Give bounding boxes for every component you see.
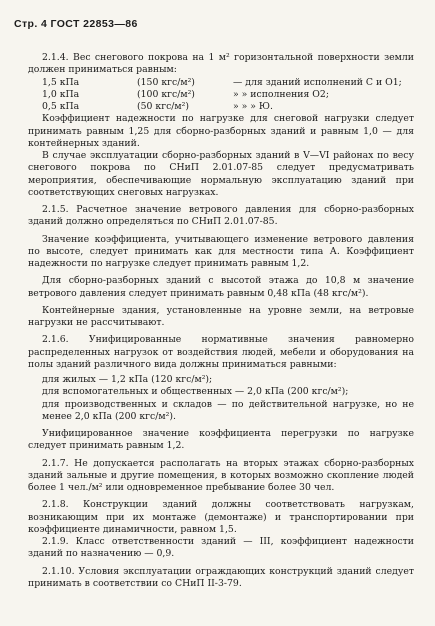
paragraph-2-1-10: 2.1.10. Условия эксплуатации ограждающих конструкций зданий следует принимать в соответствии со СНиП II-3-79. (28, 565, 414, 589)
list-item: для производственных и складов — по действительной нагрузке, но не менее 2,0 кПа (200 кгс/м²). (42, 398, 414, 422)
document-body (28, 52, 414, 590)
paragraph-2-1-8: 2.1.8. Конструкции зданий должны соответствовать нагрузкам, возникающим при их монтаже (демонтаже) и транспортировании при коэффициенте динамичности, равном 1,5. (28, 499, 414, 535)
paragraph-2-1-5: 2.1.5. Расчетное значение ветрового давления для сборно-разборных зданий должно определяться по СНиП 2.01.07-85. (28, 204, 414, 228)
snow-load-row: 1,0 кПа (100 кгс/м²) » » исполнения О2; (42, 88, 329, 100)
paragraph-2-1-4-b: Коэффициент надежности по нагрузке для снеговой нагрузки следует принимать равным 1,25 для сборно-разборных зданий и равным 1,0 — для контейнерных зданий. (28, 113, 414, 149)
list-item: для жилых — 1,2 кПа (120 кгс/м²); (42, 374, 213, 385)
paragraph-2-1-5-c: Для сборно-разборных зданий с высотой этажа до 10,8 м значение ветрового давления следует принимать равным 0,48 кПа (48 кгс/м²). (28, 275, 414, 299)
paragraph-2-1-4: 2.1.4. Вес снегового покрова на 1 м² горизонтальной поверхности земли должен приниматься равным: (28, 52, 414, 76)
paragraph-2-1-6-b: Унифицированное значение коэффициента перегрузки по нагрузке следует принимать равным 1,2. (28, 428, 414, 452)
paragraph-2-1-5-d: Контейнерные здания, установленные на уровне земли, на ветровые нагрузки не рассчитывают. (28, 304, 414, 328)
floor-load-list (28, 374, 414, 423)
list-item: для вспомогательных и общественных — 2,0 кПа (200 кгс/м²); (42, 386, 349, 398)
paragraph-2-1-4-c: В случае эксплуатации сборно-разборных зданий в V—VI районах по весу снегового покрова по СНиП 2.01.07-85 следует предусматривать мероприятия, обеспечивающие нормальную эксплуатацию зданий при соответствующих снеговых нагрузках. (28, 150, 414, 198)
paragraph-2-1-9: 2.1.9. Класс ответственности зданий — III, коэффициент надежности зданий по назначению — 0,9. (28, 536, 414, 560)
page-header: Стр. 4 ГОСТ 22853—86 (14, 18, 138, 30)
paragraph-2-1-5-b: Значение коэффициента, учитывающего изменение ветрового давления по высоте, следует принимать как для местности типа А. Коэффициент надежности по нагрузке следует принимать равным 1,2. (28, 233, 414, 269)
snow-load-list (28, 77, 414, 114)
snow-load-row: 1,5 кПа (150 кгс/м²) — для зданий исполнений С и О1; (42, 76, 402, 88)
snow-load-row: 0,5 кПа (50 кгс/м²) » » » Ю. (42, 101, 273, 112)
paragraph-2-1-6: 2.1.6. Унифицированные нормативные значения равномерно распределенных нагрузок от воздействия людей, мебели и оборудования на полы зданий различного вида должны приниматься равными: (28, 334, 414, 370)
paragraph-2-1-7: 2.1.7. Не допускается располагать на вторых этажах сборно-разборных зданий зальные и другие помещения, в которых возможно скопление людей более 1 чел./м² или одновременное пребывание более 30 чел. (28, 457, 414, 493)
